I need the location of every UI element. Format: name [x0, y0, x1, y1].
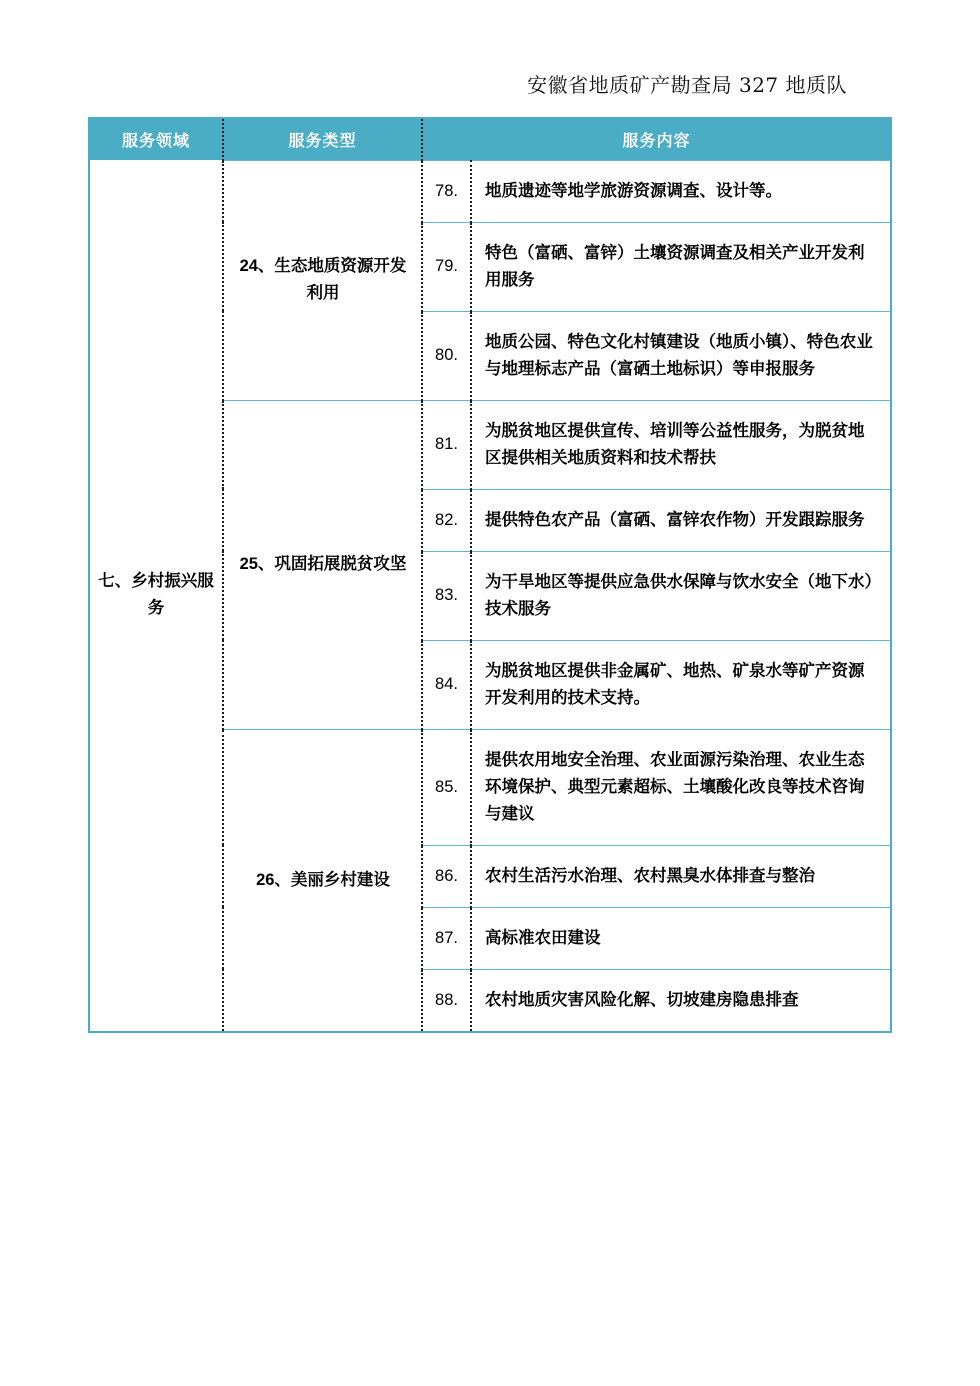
item-number: 83.	[422, 551, 471, 640]
item-content: 为干旱地区等提供应急供水保障与饮水安全（地下水）技术服务	[471, 551, 891, 640]
services-table	[88, 117, 892, 1033]
item-number: 81.	[422, 400, 471, 489]
service-type-cell: 26、美丽乡村建设	[223, 729, 422, 1032]
item-content: 农村生活污水治理、农村黑臭水体排查与整治	[471, 845, 891, 907]
item-number: 87.	[422, 907, 471, 969]
item-content: 为脱贫地区提供非金属矿、地热、矿泉水等矿产资源开发利用的技术支持。	[471, 640, 891, 729]
item-content: 为脱贫地区提供宣传、培训等公益性服务，为脱贫地区提供相关地质资料和技术帮扶	[471, 400, 891, 489]
service-area-cell: 七、乡村振兴服务	[89, 160, 223, 1032]
table-body	[89, 160, 891, 1032]
table-header-row	[89, 118, 891, 160]
item-number: 82.	[422, 489, 471, 551]
item-number: 84.	[422, 640, 471, 729]
item-number: 86.	[422, 845, 471, 907]
item-content: 提供农用地安全治理、农业面源污染治理、农业生态环境保护、典型元素超标、土壤酸化改良等技术咨询与建议	[471, 729, 891, 845]
item-content: 地质遗迹等地学旅游资源调查、设计等。	[471, 160, 891, 222]
table-row	[89, 160, 891, 222]
header-service-type: 服务类型	[223, 118, 422, 160]
item-content: 特色（富硒、富锌）土壤资源调查及相关产业开发利用服务	[471, 222, 891, 311]
header-service-content: 服务内容	[422, 118, 891, 160]
item-number: 79.	[422, 222, 471, 311]
item-number: 80.	[422, 311, 471, 400]
service-type-cell: 25、巩固拓展脱贫攻坚	[223, 400, 422, 729]
item-content: 提供特色农产品（富硒、富锌农作物）开发跟踪服务	[471, 489, 891, 551]
item-number: 85.	[422, 729, 471, 845]
header-service-area: 服务领域	[89, 118, 223, 160]
document-title: 安徽省地质矿产勘查局 327 地质队	[527, 73, 847, 97]
item-content: 地质公园、特色文化村镇建设（地质小镇）、特色农业与地理标志产品（富硒土地标识）等申报服务	[471, 311, 891, 400]
item-content: 高标准农田建设	[471, 907, 891, 969]
item-number: 88.	[422, 969, 471, 1032]
item-content: 农村地质灾害风险化解、切坡建房隐患排查	[471, 969, 891, 1032]
service-type-cell: 24、生态地质资源开发利用	[223, 160, 422, 400]
item-number: 78.	[422, 160, 471, 222]
